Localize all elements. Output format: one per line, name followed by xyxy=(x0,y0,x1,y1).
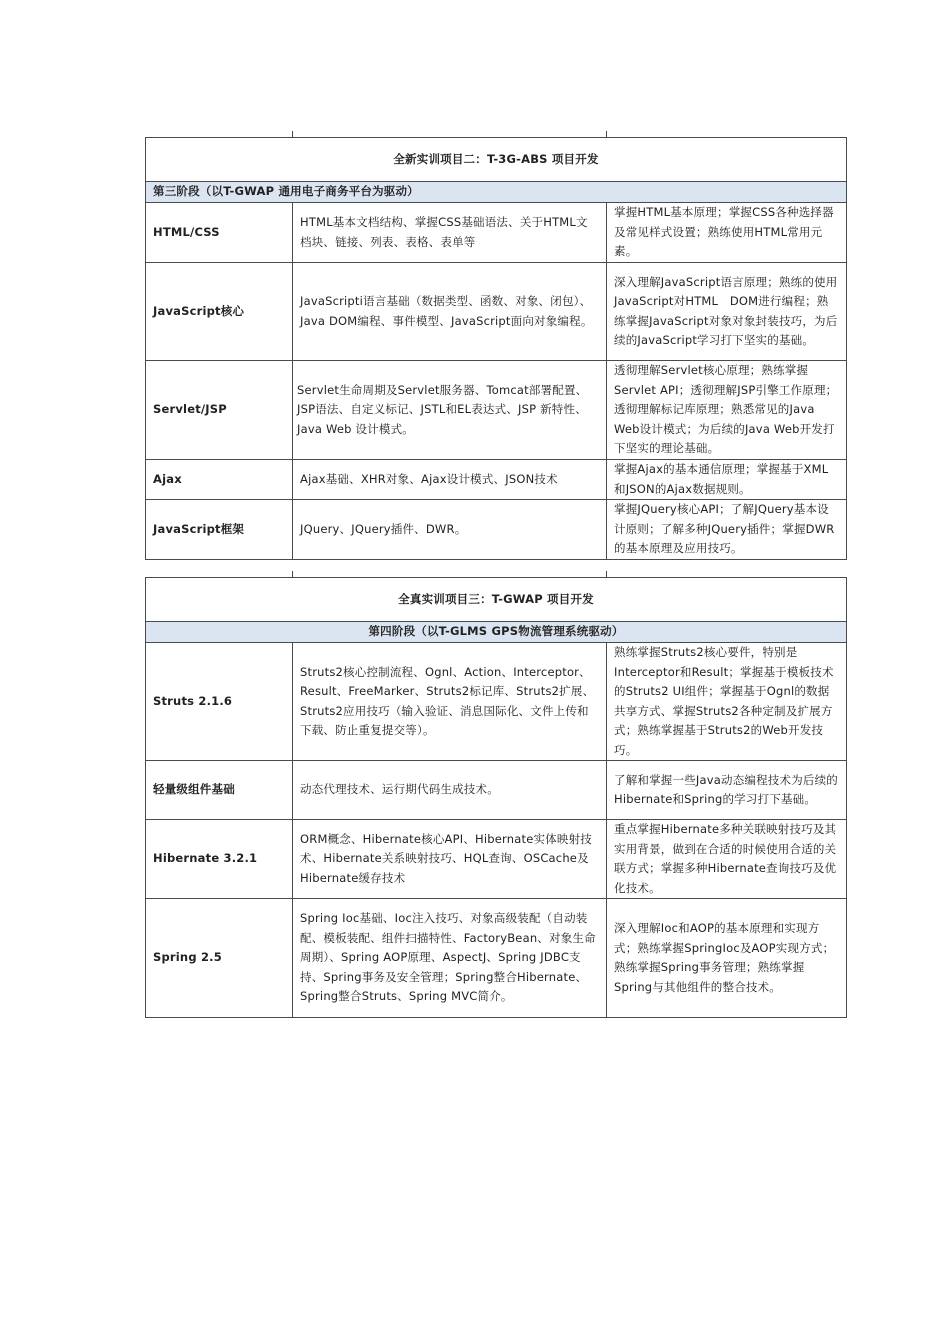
stage-heading: 第四阶段（以T-GLMS GPS物流管理系统驱动） xyxy=(146,622,847,643)
column-tick xyxy=(292,131,293,137)
curriculum-table xyxy=(145,577,847,1018)
topic-cell: Struts 2.1.6 xyxy=(146,643,293,761)
table-row xyxy=(146,460,847,500)
content-cell: Ajax基础、XHR对象、Ajax设计模式、JSON技术 xyxy=(293,460,607,500)
table-row xyxy=(146,263,847,361)
topic-cell: Hibernate 3.2.1 xyxy=(146,820,293,899)
goal-cell: 掌握JQuery核心API；了解JQuery基本设计原则；了解多种JQuery插件；掌握DWR的基本原理及应用技巧。 xyxy=(607,500,847,560)
table-row xyxy=(146,203,847,263)
curriculum-table-project-three xyxy=(145,577,846,1018)
project-title: 全真实训项目三：T-GWAP 项目开发 xyxy=(146,578,847,622)
table-row xyxy=(146,899,847,1018)
column-tick xyxy=(292,571,293,577)
project-title: 全新实训项目二：T-3G-ABS 项目开发 xyxy=(146,138,847,182)
content-cell: JQuery、JQuery插件、DWR。 xyxy=(293,500,607,560)
content-cell: Servlet生命周期及Servlet服务器、Tomcat部署配置、JSP语法、自定义标记、JSTL和EL表达式、JSP 新特性、Java Web 设计模式。 xyxy=(293,361,607,460)
goal-cell: 透彻理解Servlet核心原理；熟练掌握Servlet API；透彻理解JSP引擎工作原理；透彻理解标记库原理；熟悉常见的Java Web设计模式；为后续的Java Web开发打下坚实的理论基础。 xyxy=(607,361,847,460)
goal-cell: 掌握HTML基本原理；掌握CSS各种选择器及常见样式设置；熟练使用HTML常用元素。 xyxy=(607,203,847,263)
stage-heading: 第三阶段（以T-GWAP 通用电子商务平台为驱动） xyxy=(146,182,847,203)
goal-cell: 深入理解JavaScript语言原理；熟练的使用JavaScript对HTML DOM进行编程；熟练掌握JavaScript对象对象封装技巧，为后续的JavaScript学习打下坚实的基础。 xyxy=(607,263,847,361)
curriculum-table-project-two xyxy=(145,137,846,560)
content-cell: 动态代理技术、运行期代码生成技术。 xyxy=(293,761,607,820)
table-row xyxy=(146,500,847,560)
topic-cell: JavaScript核心 xyxy=(146,263,293,361)
goal-cell: 了解和掌握一些Java动态编程技术为后续的Hibernate和Spring的学习打下基础。 xyxy=(607,761,847,820)
content-cell: Struts2核心控制流程、Ognl、Action、Interceptor、Result、FreeMarker、Struts2标记库、Struts2扩展、Struts2应用技巧（输入验证、消息国际化、文件上传和下载、防止重复提交等）。 xyxy=(293,643,607,761)
goal-cell: 掌握Ajax的基本通信原理；掌握基于XML和JSON的Ajax数据规则。 xyxy=(607,460,847,500)
goal-cell: 熟练掌握Struts2核心要件，特别是Interceptor和Result；掌握基于模板技术的Struts2 UI组件；掌握基于Ognl的数据共享方式、掌握Struts2各种定制及扩展方式；熟练掌握基于Struts2的Web开发技巧。 xyxy=(607,643,847,761)
goal-cell: 重点掌握Hibernate多种关联映射技巧及其实用背景，做到在合适的时候使用合适的关联方式；掌握多种Hibernate查询技巧及优化技术。 xyxy=(607,820,847,899)
topic-cell: Spring 2.5 xyxy=(146,899,293,1018)
topic-cell: 轻量级组件基础 xyxy=(146,761,293,820)
column-tick xyxy=(606,571,607,577)
table-row xyxy=(146,761,847,820)
topic-cell: JavaScript框架 xyxy=(146,500,293,560)
content-cell: HTML基本文档结构、掌握CSS基础语法、关于HTML文档块、链接、列表、表格、表单等 xyxy=(293,203,607,263)
content-cell: Spring Ioc基础、Ioc注入技巧、对象高级装配（自动装配、模板装配、组件扫描特性、FactoryBean、对象生命周期）、Spring AOP原理、AspectJ、Spring JDBC支持、Spring事务及安全管理；Spring整合Hibernate、Spring整合Struts、Spring MVC简介。 xyxy=(293,899,607,1018)
curriculum-table xyxy=(145,137,847,560)
table-row xyxy=(146,361,847,460)
topic-cell: HTML/CSS xyxy=(146,203,293,263)
table-row xyxy=(146,643,847,761)
topic-cell: Servlet/JSP xyxy=(146,361,293,460)
table-row xyxy=(146,820,847,899)
topic-cell: Ajax xyxy=(146,460,293,500)
goal-cell: 深入理解Ioc和AOP的基本原理和实现方式；熟练掌握SpringIoc及AOP实现方式；熟练掌握Spring事务管理；熟练掌握Spring与其他组件的整合技术。 xyxy=(607,899,847,1018)
content-cell: JavaScripti语言基础（数据类型、函数、对象、闭包）、Java DOM编程、事件模型、JavaScript面向对象编程。 xyxy=(293,263,607,361)
content-cell: ORM概念、Hibernate核心API、Hibernate实体映射技术、Hibernate关系映射技巧、HQL查询、OSCache及Hibernate缓存技术 xyxy=(293,820,607,899)
column-tick xyxy=(606,131,607,137)
